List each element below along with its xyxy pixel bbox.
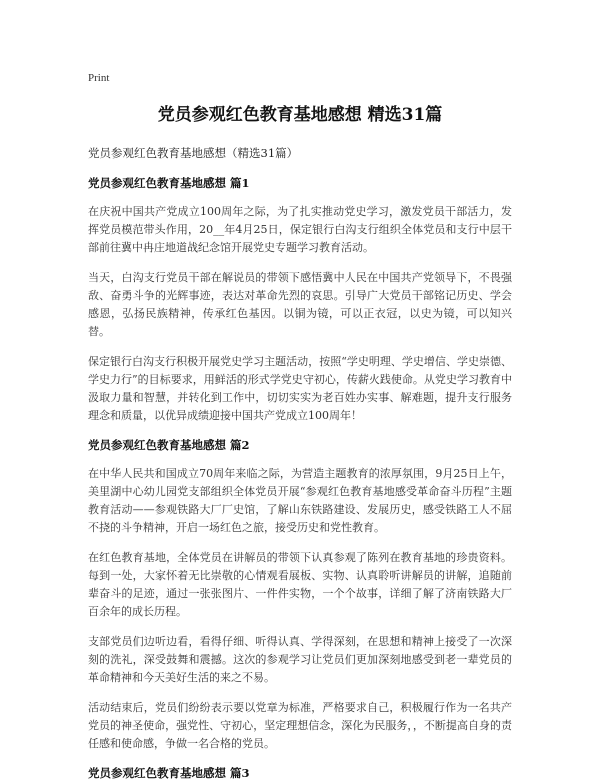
document-subtitle: 党员参观红色教育基地感想（精选31篇） [88,146,299,160]
document-title: 党员参观红色教育基地感想 精选31篇 [157,105,443,125]
paragraph: 在红色教育基地，全体党员在讲解员的带领下认真参观了陈列在教育基地的珍贵资料。每到一处，大家怀着无比崇敬的心情观看展板、实物、认真聆听讲解员的讲解，追随前辈奋斗的足迹，通过一张张图片、一件件实物，一个个故事，详细了解了济南铁路大厂百余年的成长历程。 [88,551,512,618]
paragraph: 支部党员们边听边看，看得仔细、听得认真、学得深刻，在思想和精神上接受了一次深刻的洗礼，深受鼓舞和震撼。这次的参观学习让党员们更加深刻地感受到老一辈党员的革命精神和今天美好生活的来之不易。 [88,635,512,684]
paragraph: 在中华人民共和国成立70周年来临之际，为营造主题教育的浓厚氛围，9月25日上午，美里湖中心幼儿园党支部组织全体党员开展“参观红色教育基地感受革命奋斗历程”主题教育活动——参观铁路大厂厂史馆，了解山东铁路建设、发展历史，感受铁路工人不屈不挠的斗争精神，开启一场红色之旅，接受历史和党性教育。 [88,467,512,534]
paragraph: 当天，白沟支行党员干部在解说员的带领下感悟冀中人民在中国共产党领导下，不畏强敌、奋勇斗争的光辉事迹，表达对革命先烈的哀思。引导广大党员干部铭记历史、学会感恩，弘扬民族精神，传承红色基因。以铜为镜，可以正衣冠，以史为镜，可以知兴替。 [88,271,512,338]
section-2 [88,437,512,753]
print-link[interactable]: Print [88,72,110,84]
section-heading: 党员参观红色教育基地感想 篇2 [88,438,250,452]
paragraph: 活动结束后，党员们纷纷表示要以党章为标准，严格要求自己，积极履行作为一名共产党员的神圣使命，强党性、守初心，坚定理想信念，深化为民服务，，不断提高自身的责任感和使命感，争做一名合格的党员。 [88,701,512,750]
paragraph: 保定银行白沟支行积极开展党史学习主题活动，按照“学史明理、学史增信、学史崇德、学史力行”的目标要求，用鲜活的形式学党史守初心，传薪火践使命。从党史学习教育中汲取力量和智慧，并转化到工作中，切切实实为老百姓办实事、解难题，提升支行服务理念和质量，以优异成绩迎接中国共产党成立100周年！ [88,355,512,422]
paragraph: 在庆祝中国共产党成立100周年之际，为了扎实推动党史学习，激发党员干部活力，发挥党员模范带头作用，20__年4月25日，保定银行白沟支行组织全体党员和支行中层干部前往冀中冉庄地道战纪念馆开展党史专题学习教育活动。 [88,205,512,254]
section-3 [88,765,512,781]
section-1 [88,175,512,425]
section-heading: 党员参观红色教育基地感想 篇1 [88,176,250,190]
section-heading: 党员参观红色教育基地感想 篇3 [88,766,250,780]
